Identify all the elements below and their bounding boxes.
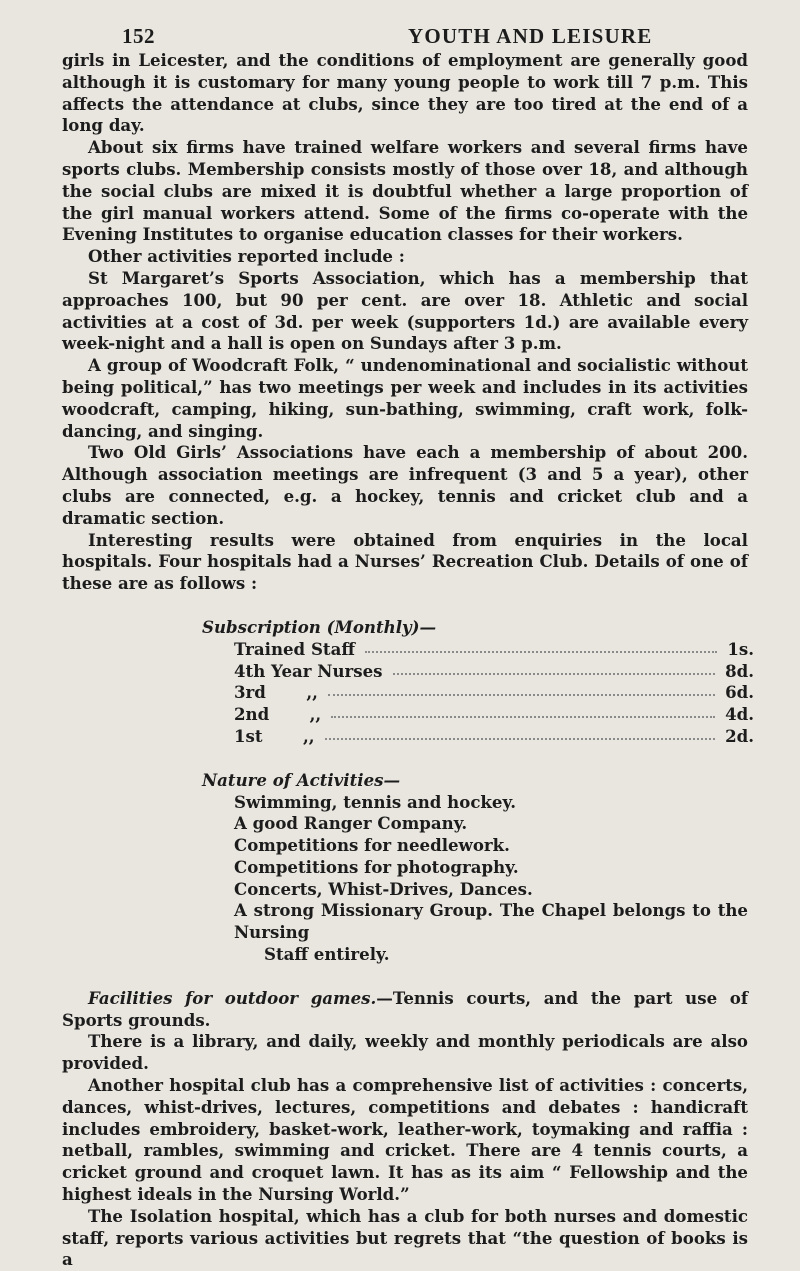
dot-leader xyxy=(393,661,716,675)
facilities-section xyxy=(62,988,748,1271)
subscription-label: 3rd ,, xyxy=(234,682,318,703)
subscription-row xyxy=(234,682,754,704)
facilities-text: —Tennis courts, and the part use of Sports grounds. xyxy=(62,987,748,1030)
list-item: Swimming, tennis and hockey. xyxy=(234,791,516,812)
list-item: Competitions for needlework. xyxy=(234,835,510,856)
subscription-label: 4th Year Nurses xyxy=(234,660,383,681)
subscription-row xyxy=(234,704,754,726)
subscription-value: 4d. xyxy=(725,704,754,725)
paragraph: Other activities reported include : xyxy=(88,246,405,267)
paragraph: girls in Leicester, and the conditions of employment are generally good although it is customary for many young people to work till 7 p.m. This affects the attendance at clubs, since they are too tired at the end of a long day. xyxy=(62,50,748,136)
paragraph: A group of Woodcraft Folk, “ undenominational and socialistic without being political,” has two meetings per week and includes in its activities woodcraft, camping, hiking, sun-bathing, swimming, craft work, folk-dancing, and singing. xyxy=(62,355,748,441)
dot-leader xyxy=(325,726,716,740)
facilities-heading: Facilities for outdoor games. xyxy=(88,987,377,1008)
subscription-table xyxy=(234,639,754,748)
subscription-row xyxy=(234,726,754,748)
subscription-value: 1s. xyxy=(727,638,754,659)
list-item-continuation: Staff entirely. xyxy=(264,944,390,965)
dot-leader xyxy=(331,704,715,718)
subscription-heading: Subscription (Monthly)— xyxy=(202,616,437,637)
subscription-value: 6d. xyxy=(725,682,754,703)
page-number: 152 xyxy=(122,24,155,48)
subscription-value: 8d. xyxy=(725,660,754,681)
paragraph: St Margaret’s Sports Association, which has a membership that approaches 100, but 90 per cent. are over 18. Athletic and social activities at a cost of 3d. per week (supporters 1d.) are available every week-night and a hall is open on Sundays after 3 p.m. xyxy=(62,267,748,354)
subscription-row xyxy=(234,639,754,661)
activities-list xyxy=(234,792,748,966)
subscription-section xyxy=(62,616,754,748)
subscription-label: 1st ,, xyxy=(234,725,315,746)
list-item: A good Ranger Company. xyxy=(234,813,468,834)
subscription-label: 2nd ,, xyxy=(234,704,322,725)
paragraph: Interesting results were obtained from enquiries in the local hospitals. Four hospitals had a Nurses’ Recreation Club. Details of one of these are as follows : xyxy=(62,529,748,594)
subscription-label: Trained Staff xyxy=(234,638,355,659)
page-body xyxy=(62,50,754,1271)
paragraph: The Isolation hospital, which has a club for both nurses and domestic staff, reports various activities but regrets that “the question of books is a xyxy=(62,1205,748,1270)
page-header xyxy=(62,14,748,50)
subscription-row xyxy=(234,661,754,683)
paragraph: Another hospital club has a comprehensive list of activities : concerts, dances, whist-drives, lectures, competitions and debates : handicraft includes embroidery, basket-work, leather-work, toymaking and raffia : netball, rambles, swimming and cricket. There are 4 tennis courts, a cricket ground and croquet lawn. It has as its aim “ Fellowship and the highest ideals in the Nursing World.” xyxy=(62,1075,748,1205)
paragraph xyxy=(62,988,748,1032)
list-item: Concerts, Whist-Drives, Dances. xyxy=(234,878,533,899)
paragraph: There is a library, and daily, weekly and monthly periodicals are also provided. xyxy=(62,1031,748,1074)
dot-leader xyxy=(365,639,717,653)
subscription-value: 2d. xyxy=(725,725,754,746)
activities-heading: Nature of Activities— xyxy=(202,769,401,790)
list-item: A strong Missionary Group. The Chapel belongs to the Nursing xyxy=(234,900,748,943)
dot-leader xyxy=(328,682,715,696)
running-head: YOUTH AND LEISURE xyxy=(408,24,653,48)
paragraph: About six firms have trained welfare workers and several firms have sports clubs. Membership consists mostly of those over 18, and although the social clubs are mixed it is doubtful whether a large proportion of the girl manual workers attend. Some of the firms co-operate with the Evening Institutes to organise education classes for their workers. xyxy=(62,137,748,245)
paragraph: Two Old Girls’ Associations have each a membership of about 200. Although association meetings are infrequent (3 and 5 a year), other clubs are connected, e.g. a hockey, tennis and cricket club and a dramatic section. xyxy=(62,442,748,528)
activities-section xyxy=(62,770,748,966)
list-item: Competitions for photography. xyxy=(234,856,519,877)
